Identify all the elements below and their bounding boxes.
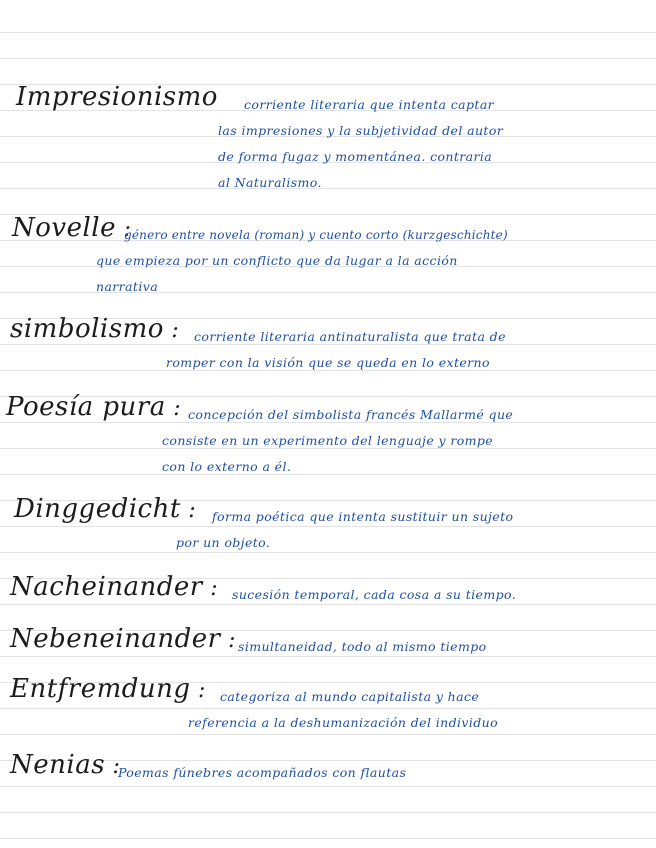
term-novelle: Novelle : [12,213,132,243]
definition-line: concepción del simbolista francés Mallarmé que [188,407,514,422]
definition-line: género entre novela (roman) y cuento corto (kurzgeschichte) [124,228,508,242]
definition-line: categoriza al mundo capitalista y hace [220,689,480,704]
term-text: Impresionismo [16,82,218,112]
definition-line: las impresiones y la subjetividad del autor [218,123,504,138]
term-text: Poesía pura [6,392,166,422]
definition-line: Poemas fúnebres acompañados con flautas [118,765,407,780]
term-nacheinander: Nacheinander : [10,572,219,602]
definition-line: corriente literaria que intenta captar [244,97,495,112]
definition-line: que empieza por un conflicto que da lugar a la acción [96,253,458,268]
term-nenias: Nenias : [10,750,121,780]
definition-line: corriente literaria antinaturalista que trata de [194,329,506,344]
term-nebeneinander: Nebeneinander : [10,624,236,654]
term-dinggedicht: Dinggedicht : [14,494,197,524]
term-text: simbolismo [10,314,164,344]
term-text: Nenias [10,750,106,780]
definition-line: al Naturalismo. [218,175,322,190]
definition-line: con lo externo a él. [162,459,292,474]
term-text: Dinggedicht [14,494,181,524]
definition-line: por un objeto. [176,535,271,550]
term-poesia-pura: Poesía pura : [6,392,182,422]
definition-line: romper con la visión que se queda en lo externo [166,355,490,370]
term-text: Nacheinander [10,572,203,602]
term-entfremdung: Entfremdung : [10,674,206,704]
term-simbolismo: simbolismo : [10,314,180,344]
term-text: Entfremdung [10,674,191,704]
definition-line: referencia a la deshumanización del individuo [188,715,499,730]
term-text: Novelle [12,213,116,243]
definition-line: simultaneidad, todo al mismo tiempo [238,639,487,654]
definition-line: consiste en un experimento del lenguaje y rompe [162,433,494,448]
term-impresionismo [16,82,218,112]
definition-line: narrativa [96,279,159,294]
definition-line: sucesión temporal, cada cosa a su tiempo. [232,587,517,602]
definition-line: forma poética que intenta sustituir un sujeto [212,509,514,524]
definition-line: de forma fugaz y momentánea. contraria [218,149,493,164]
term-text: Nebeneinander [10,624,221,654]
